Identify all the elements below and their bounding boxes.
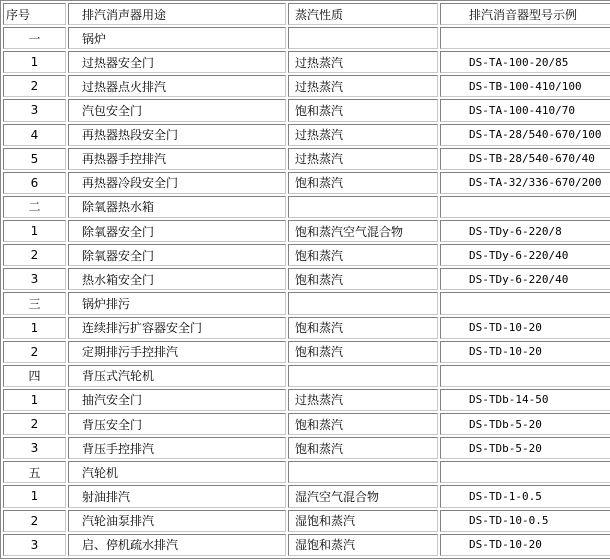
cell-steam: 过热蒸汽 — [288, 51, 438, 73]
cell-no: 3 — [3, 99, 66, 121]
cell-use: 除氧器安全门 — [68, 220, 286, 242]
cell-model: DS-TB-28/540-670/40 — [440, 148, 610, 170]
table-row — [3, 220, 610, 242]
cell-use: 汽轮油泵排汽 — [68, 510, 286, 532]
cell-no: 4 — [3, 124, 66, 146]
cell-steam: 饱和蒸汽 — [288, 317, 438, 339]
cell-no: 三 — [3, 292, 66, 314]
table-row — [3, 268, 610, 290]
cell-use: 除氧器安全门 — [68, 244, 286, 266]
cell-no: 6 — [3, 172, 66, 194]
cell-no: 5 — [3, 148, 66, 170]
table-row — [3, 534, 610, 556]
header-model: 排汽消音器型号示例 — [440, 3, 610, 25]
cell-model: DS-TD-10-20 — [440, 341, 610, 363]
cell-no: 2 — [3, 413, 66, 435]
cell-model: DS-TB-100-410/100 — [440, 75, 610, 97]
cell-use: 汽包安全门 — [68, 99, 286, 121]
cell-steam — [288, 292, 438, 314]
cell-steam: 湿汽空气混合物 — [288, 485, 438, 507]
cell-use: 再热器热段安全门 — [68, 124, 286, 146]
cell-use: 背压手控排汽 — [68, 437, 286, 459]
table-row — [3, 365, 610, 387]
cell-use: 过热器安全门 — [68, 51, 286, 73]
cell-steam: 饱和蒸汽 — [288, 341, 438, 363]
cell-model — [440, 461, 610, 483]
cell-model: DS-TDy-6-220/8 — [440, 220, 610, 242]
table-body — [3, 27, 610, 556]
cell-use: 再热器冷段安全门 — [68, 172, 286, 194]
cell-use: 锅炉 — [68, 27, 286, 49]
cell-no: 二 — [3, 196, 66, 218]
cell-no: 3 — [3, 437, 66, 459]
table-row — [3, 437, 610, 459]
cell-model: DS-TDy-6-220/40 — [440, 268, 610, 290]
cell-steam — [288, 196, 438, 218]
cell-use: 汽轮机 — [68, 461, 286, 483]
table-row — [3, 461, 610, 483]
cell-no: 1 — [3, 317, 66, 339]
cell-steam: 饱和蒸汽 — [288, 437, 438, 459]
cell-use: 锅炉排污 — [68, 292, 286, 314]
cell-model: DS-TA-100-20/85 — [440, 51, 610, 73]
table-row — [3, 317, 610, 339]
cell-steam — [288, 27, 438, 49]
cell-use: 背压式汽轮机 — [68, 365, 286, 387]
header-no: 序号 — [3, 3, 66, 25]
cell-model — [440, 27, 610, 49]
cell-use: 过热器点火排汽 — [68, 75, 286, 97]
cell-no: 1 — [3, 389, 66, 411]
cell-model: DS-TD-10-0.5 — [440, 510, 610, 532]
cell-no: 1 — [3, 51, 66, 73]
cell-use: 射油排汽 — [68, 485, 286, 507]
cell-use: 定期排污手控排汽 — [68, 341, 286, 363]
cell-use: 抽汽安全门 — [68, 389, 286, 411]
cell-model: DS-TA-100-410/70 — [440, 99, 610, 121]
cell-steam: 湿饱和蒸汽 — [288, 510, 438, 532]
cell-model — [440, 196, 610, 218]
table-row — [3, 51, 610, 73]
cell-steam: 饱和蒸汽 — [288, 99, 438, 121]
cell-steam: 饱和蒸汽 — [288, 413, 438, 435]
cell-model: DS-TD-10-20 — [440, 534, 610, 556]
cell-use: 连续排污扩容器安全门 — [68, 317, 286, 339]
cell-no: 2 — [3, 510, 66, 532]
header-use: 排汽消声器用途 — [68, 3, 286, 25]
cell-model: DS-TDb-5-20 — [440, 413, 610, 435]
cell-steam: 饱和蒸汽空气混合物 — [288, 220, 438, 242]
cell-no: 2 — [3, 75, 66, 97]
cell-model: DS-TD-10-20 — [440, 317, 610, 339]
cell-steam: 饱和蒸汽 — [288, 244, 438, 266]
table-row — [3, 124, 610, 146]
table-row — [3, 292, 610, 314]
cell-use: 启、停机疏水排汽 — [68, 534, 286, 556]
cell-steam: 过热蒸汽 — [288, 389, 438, 411]
table-header-row — [3, 3, 610, 25]
cell-no: 1 — [3, 485, 66, 507]
cell-no: 3 — [3, 268, 66, 290]
cell-model: DS-TA-28/540-670/100 — [440, 124, 610, 146]
cell-model: DS-TDy-6-220/40 — [440, 244, 610, 266]
cell-steam: 饱和蒸汽 — [288, 268, 438, 290]
table-row — [3, 510, 610, 532]
cell-steam: 过热蒸汽 — [288, 148, 438, 170]
cell-model: DS-TDb-14-50 — [440, 389, 610, 411]
cell-use: 除氧器热水箱 — [68, 196, 286, 218]
table-row — [3, 389, 610, 411]
cell-use: 热水箱安全门 — [68, 268, 286, 290]
cell-model: DS-TA-32/336-670/200 — [440, 172, 610, 194]
cell-steam — [288, 461, 438, 483]
cell-model: DS-TDb-5-20 — [440, 437, 610, 459]
table-row — [3, 27, 610, 49]
cell-no: 五 — [3, 461, 66, 483]
cell-no: 四 — [3, 365, 66, 387]
cell-no: 2 — [3, 341, 66, 363]
cell-steam: 饱和蒸汽 — [288, 172, 438, 194]
table-row — [3, 413, 610, 435]
cell-model — [440, 365, 610, 387]
table-row — [3, 485, 610, 507]
cell-steam: 湿饱和蒸汽 — [288, 534, 438, 556]
table-row — [3, 75, 610, 97]
cell-model: DS-TD-1-0.5 — [440, 485, 610, 507]
cell-steam — [288, 365, 438, 387]
header-steam: 蒸汽性质 — [288, 3, 438, 25]
cell-steam: 过热蒸汽 — [288, 75, 438, 97]
cell-no: 1 — [3, 220, 66, 242]
cell-model — [440, 292, 610, 314]
cell-use: 背压安全门 — [68, 413, 286, 435]
cell-no: 一 — [3, 27, 66, 49]
table-row — [3, 244, 610, 266]
cell-use: 再热器手控排汽 — [68, 148, 286, 170]
table-row — [3, 99, 610, 121]
table-row — [3, 172, 610, 194]
cell-no: 2 — [3, 244, 66, 266]
cell-no: 3 — [3, 534, 66, 556]
table-row — [3, 148, 610, 170]
table-row — [3, 196, 610, 218]
table-row — [3, 341, 610, 363]
cell-steam: 过热蒸汽 — [288, 124, 438, 146]
